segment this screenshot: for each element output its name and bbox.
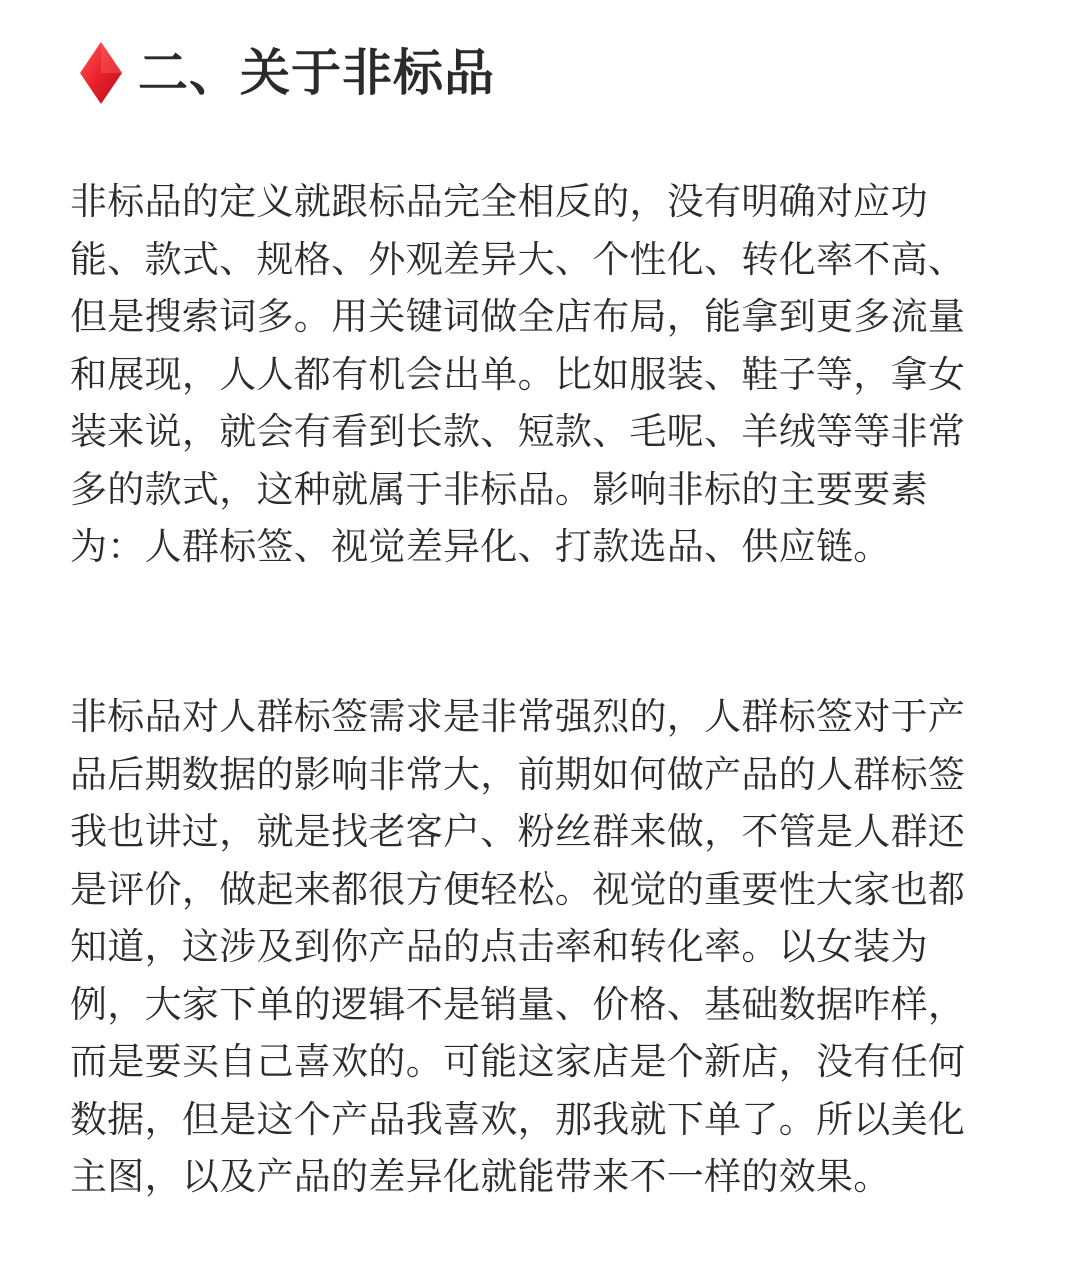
paragraph-1: 非标品的定义就跟标品完全相反的，没有明确对应功能、款式、规格、外观差异大、个性化、转化率不高、但是搜索词多。用关键词做全店布局，能拿到更多流量和展现，人人都有机会出单。比如服装、鞋子等，拿女装来说，就会有看到长款、短款、毛呢、羊绒等等非常多的款式，这种就属于非标品。影响非标的主要要素为：人群标签、视觉差异化、打款选品、供应链。 bbox=[70, 180, 966, 568]
section-heading bbox=[78, 38, 495, 108]
section-title: 二、关于非标品 bbox=[138, 44, 495, 102]
red-diamond-icon bbox=[78, 40, 124, 106]
paragraph-2: 非标品对人群标签需求是非常强烈的，人群标签对于产品后期数据的影响非常大，前期如何做产品的人群标签我也讲过，就是找老客户、粉丝群来做，不管是人群还是评价，做起来都很方便轻松。视觉的重要性大家也都知道，这涉及到你产品的点击率和转化率。以女装为例，大家下单的逻辑不是销量、价格、基础数据咋样，而是要买自己喜欢的。可能这家店是个新店，没有任何数据，但是这个产品我喜欢，那我就下单了。所以美化主图，以及产品的差异化就能带来不一样的效果。 bbox=[70, 695, 966, 1198]
